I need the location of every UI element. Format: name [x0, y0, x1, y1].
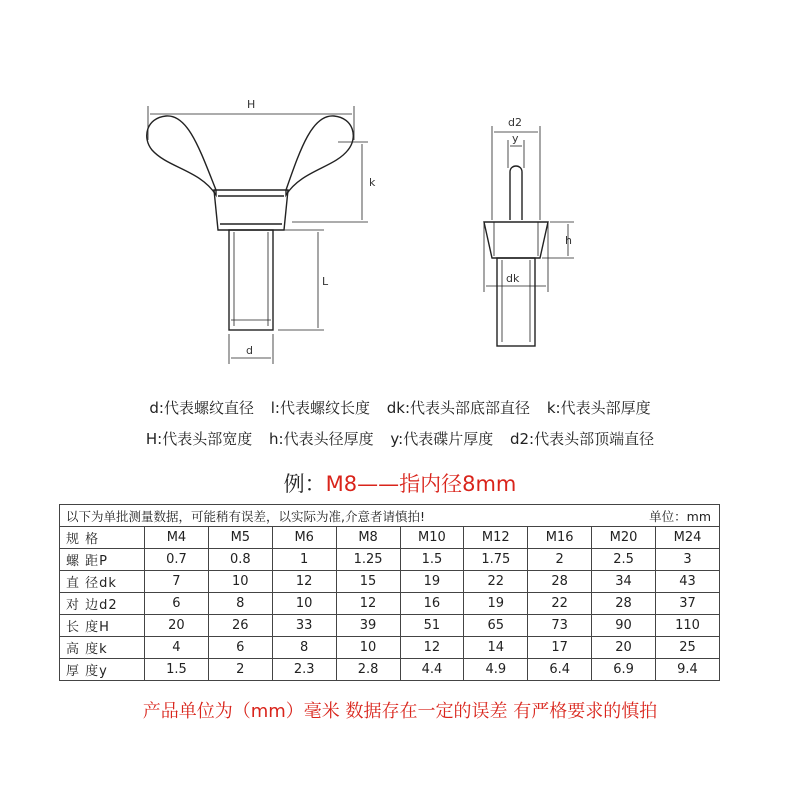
- table-cell: 20: [145, 615, 209, 637]
- table-cell: 19: [400, 571, 464, 593]
- table-cell: 4.4: [400, 659, 464, 681]
- legend-item: dk:代表头部底部直径: [386, 399, 531, 417]
- table-row: [60, 593, 720, 615]
- table-header-row: [60, 527, 720, 549]
- side-view: [484, 126, 574, 346]
- table-cell: 16: [400, 593, 464, 615]
- table-cell: 19: [464, 593, 528, 615]
- table-note-row: [60, 505, 720, 527]
- table-cell: 22: [528, 593, 592, 615]
- table-cell: 1.25: [336, 549, 400, 571]
- label-d2: d2: [508, 116, 522, 129]
- table-cell: 3: [656, 549, 720, 571]
- label-k: k: [369, 176, 376, 189]
- table-cell: 17: [528, 637, 592, 659]
- size-header: M20: [592, 527, 656, 549]
- wing-bolt-drawing: [0, 0, 800, 380]
- size-header: M12: [464, 527, 528, 549]
- legend-item: H:代表头部宽度: [145, 430, 253, 448]
- table-cell: 6.9: [592, 659, 656, 681]
- table-row: [60, 637, 720, 659]
- table-note: 以下为单批测量数据，可能稍有误差，以实际为准,介意者请慎拍!: [66, 508, 425, 524]
- table-cell: 12: [272, 571, 336, 593]
- table-cell: 7: [145, 571, 209, 593]
- table-row: [60, 659, 720, 681]
- table-cell: 15: [336, 571, 400, 593]
- table-cell: 10: [336, 637, 400, 659]
- size-header: M10: [400, 527, 464, 549]
- table-cell: 37: [656, 593, 720, 615]
- example-body: M8——指内径8mm: [325, 472, 517, 496]
- table-cell: 34: [592, 571, 656, 593]
- table-row: [60, 549, 720, 571]
- table-cell: 90: [592, 615, 656, 637]
- table-cell: 9.4: [656, 659, 720, 681]
- table-cell: 73: [528, 615, 592, 637]
- table-cell: 8: [272, 637, 336, 659]
- table-cell: 65: [464, 615, 528, 637]
- legend-item: h:代表头径厚度: [269, 430, 374, 448]
- table-cell: 25: [656, 637, 720, 659]
- table-cell: 6: [145, 593, 209, 615]
- table-cell: 51: [400, 615, 464, 637]
- legend-item: l:代表螺纹长度: [270, 399, 370, 417]
- footer-note: 产品单位为（mm）毫米 数据存在一定的误差 有严格要求的慎拍: [142, 701, 658, 722]
- table-cell: 2.5: [592, 549, 656, 571]
- label-H: H: [247, 98, 256, 111]
- table-cell: 2.3: [272, 659, 336, 681]
- row-label: 直 径dk: [60, 571, 145, 593]
- row-label: 厚 度y: [60, 659, 145, 681]
- row-label: 长 度H: [60, 615, 145, 637]
- header-label: 规 格: [60, 527, 145, 549]
- table-cell: 1.5: [145, 659, 209, 681]
- size-header: M24: [656, 527, 720, 549]
- table-row: [60, 615, 720, 637]
- table-cell: 33: [272, 615, 336, 637]
- label-L: L: [322, 275, 329, 288]
- legend-item: d:代表螺纹直径: [149, 399, 254, 417]
- table-cell: 2: [528, 549, 592, 571]
- front-view: [147, 106, 368, 364]
- size-header: M4: [145, 527, 209, 549]
- table-cell: 12: [336, 593, 400, 615]
- legend-item: y:代表碟片厚度: [390, 430, 494, 448]
- table-cell: 43: [656, 571, 720, 593]
- row-label: 对 边d2: [60, 593, 145, 615]
- table-cell: 10: [272, 593, 336, 615]
- table-cell: 28: [528, 571, 592, 593]
- label-h: h: [565, 234, 572, 247]
- table-cell: 0.7: [145, 549, 209, 571]
- table-unit: 单位：mm: [649, 508, 711, 524]
- label-d: d: [246, 344, 253, 357]
- spec-table: [59, 504, 720, 681]
- table-cell: 4: [145, 637, 209, 659]
- legend-item: k:代表头部厚度: [546, 399, 651, 417]
- table-cell: 22: [464, 571, 528, 593]
- table-cell: 1.5: [400, 549, 464, 571]
- table-cell: 1: [272, 549, 336, 571]
- example-prefix: 例：: [283, 472, 326, 496]
- row-label: 高 度k: [60, 637, 145, 659]
- table-cell: 6.4: [528, 659, 592, 681]
- size-header: M16: [528, 527, 592, 549]
- table-cell: 6: [208, 637, 272, 659]
- table-row: [60, 571, 720, 593]
- example-line: [0, 468, 800, 498]
- table-cell: 14: [464, 637, 528, 659]
- table-cell: 0.8: [208, 549, 272, 571]
- table-cell: 12: [400, 637, 464, 659]
- table-cell: 28: [592, 593, 656, 615]
- size-header: M5: [208, 527, 272, 549]
- table-cell: 4.9: [464, 659, 528, 681]
- legend-line-2: [0, 428, 800, 449]
- legend-line-1: [0, 397, 800, 418]
- table-cell: 26: [208, 615, 272, 637]
- table-cell: 2.8: [336, 659, 400, 681]
- table-cell: 8: [208, 593, 272, 615]
- label-y: y: [512, 132, 519, 145]
- table-cell: 20: [592, 637, 656, 659]
- size-header: M6: [272, 527, 336, 549]
- size-header: M8: [336, 527, 400, 549]
- legend-item: d2:代表头部顶端直径: [509, 430, 655, 448]
- row-label: 螺 距P: [60, 549, 145, 571]
- table-cell: 2: [208, 659, 272, 681]
- label-dk: dk: [506, 272, 520, 285]
- table-cell: 39: [336, 615, 400, 637]
- table-cell: 110: [656, 615, 720, 637]
- table-cell: 1.75: [464, 549, 528, 571]
- table-cell: 10: [208, 571, 272, 593]
